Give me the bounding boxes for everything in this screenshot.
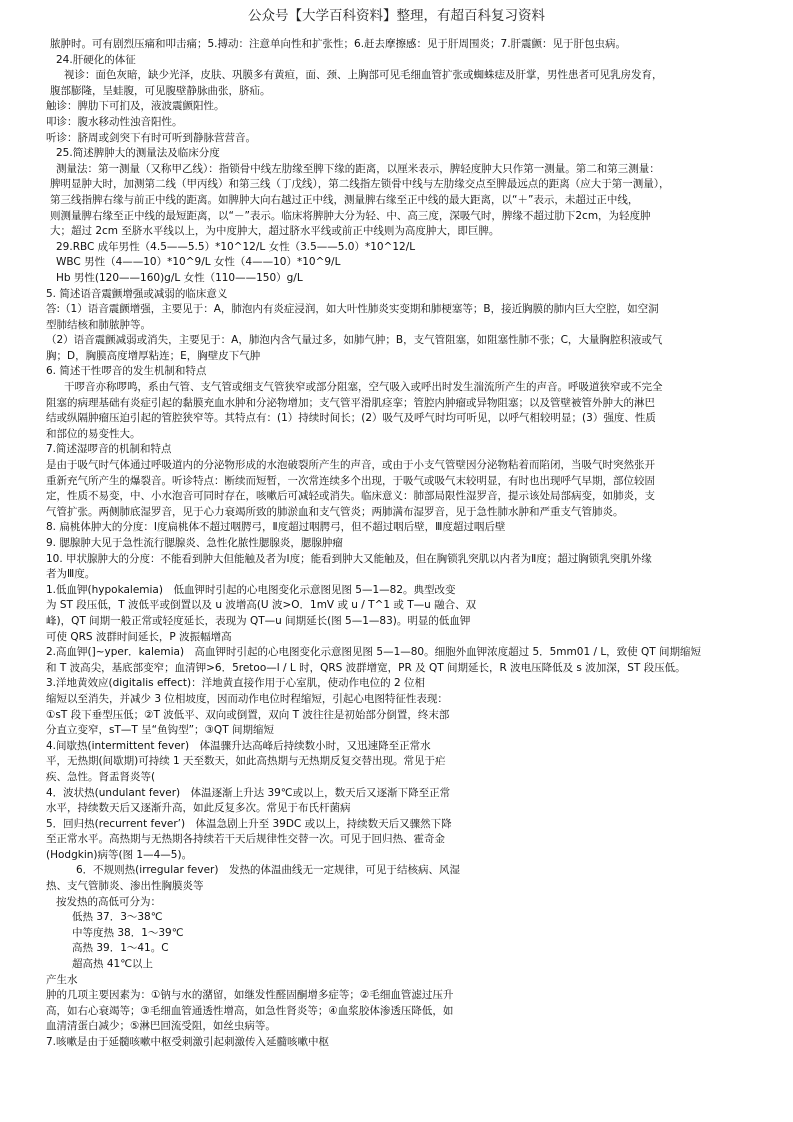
text-line: 9. 腮腺肿大见于急性流行腮腺炎、急性化脓性腮腺炎，腮腺肿瘤 [46, 537, 343, 549]
text-line: 和 T 波高尖，基底部变窄；血清钾>6．5retoo—l / L 时，QRS 波群增宽，PR 及 QT 间期延长，R 波电压降低及 s 波加深，ST 段压低。 [46, 661, 686, 674]
text-line: 是由于吸气时气体通过呼吸道内的分泌物形成的水泡破裂所产生的声音，或由于小支气管壁因分泌物粘着而陷闭，当吸气时突然张开 [46, 459, 655, 472]
text-line: 血清清蛋白减少；⑤淋巴回流受阻，如丝虫病等。 [46, 1020, 276, 1033]
text-line: 6. 简述干性啰音的发生机制和特点 [46, 365, 207, 378]
text-line: 超高热 41℃以上 [72, 958, 153, 971]
text-line: 高，如右心衰竭等；③毛细血管通透性增高，如急性肾炎等；④血浆胶体渗透压降低，如 [46, 1004, 454, 1017]
text-line: 测量法：第一测量（又称甲乙线）：指锁骨中线左肋缘至脾下缘的距离，以厘米表示，脾轻度肿大只作第一测量。第二和第三测量： [56, 162, 660, 175]
text-line: 胸；D，胸膜高度增厚粘连；E，胸壁皮下气肿 [46, 349, 261, 362]
text-line: 平，无热期(间歇期)可持续 1 天至数天，如此高热期与无热期反复交替出现。常见于疟 [46, 755, 446, 768]
text-line: 大；超过 2cm 至脐水平线以上，为中度肿大，超过脐水平线或前正中线则为高度肿大，即巨脾。 [50, 225, 500, 238]
text-line: 肿的几项主要因素为：①钠与水的潴留，如继发性醛固酮增多症等；②毛细血管滤过压升 [46, 989, 454, 1002]
text-line: 产生水 [46, 973, 78, 986]
text-line: 24.肝硬化的体征 [56, 53, 136, 66]
text-line: 答:（1）语音震颤增强，主要见于：A，肺泡内有炎症浸润，如大叶性肺炎实变期和肺梗塞等；B，接近胸膜的肺内巨大空腔，如空洞 [46, 303, 659, 316]
text-line: 为 ST 段压低，T 波低平或倒置以及 u 波增高(U 波>O．1mV 或 u / T^1 或 T—u 融合、双 [46, 599, 477, 612]
text-line: WBC 男性（4——10）*10^9/L 女性（4——10）*10^9/L [56, 256, 341, 269]
text-line: 缩短以至消失，并减少 3 位相坡度，因而动作电位时程缩短，引起心电图特征性表现： [46, 692, 448, 705]
text-line: 10. 甲状腺肿大的分度：不能看到肿大但能触及者为Ⅰ度；能看到肿大又能触及，但在胸锁乳突肌以内者为Ⅱ度；超过胸锁乳突肌外缘 [46, 552, 652, 565]
text-line: 4.间歇热(intermittent fever) 体温骤升达高峰后持续数小时，又迅速降至正常水 [46, 739, 431, 752]
text-line: 1.低血钾(hypokalemia) 低血钾时引起的心电图变化示意图见图 5—1—82。典型改变 [46, 583, 456, 596]
text-line: 听诊：脐周或剑突下有时可听到静脉营营音。 [46, 131, 256, 144]
text-line: (Hodgkin)病等(图 1—4—5)。 [46, 848, 193, 861]
text-line: 低热 37．3～38℃ [72, 911, 163, 924]
text-line: 5．回归热(recurrent fever’) 体温急剧上升至 39DC 或以上，持续数天后又骤然下降 [46, 817, 452, 830]
text-line: 中等度热 38．1～39℃ [72, 926, 184, 939]
text-line: 阻塞的病理基础有炎症引起的黏膜充血水肿和分泌物增加；支气管平滑肌痉挛；管腔内肿瘤或异物阻塞；以及管壁被管外肿大的淋巴 [46, 396, 655, 409]
text-line: 水平，持续数天后又逐渐升高，如此反复多次。常见于布氏杆菌病 [46, 802, 351, 815]
text-line: 3.洋地黄效应(digitalis effect)：洋地黄直接作用于心室肌，使动作电位的 2 位相 [46, 677, 425, 690]
text-line: 结或纵隔肿瘤压迫引起的管腔狭窄等。其特点有：(1）持续时间长；(2）吸气及呼气时均可听见，以呼气相较明显；(3）强度、性质 [46, 412, 656, 425]
text-line: （2）语音震颤减弱或消失，主要见于：A，肺泡内含气量过多，如肺气肿；B，支气管阻塞，如阻塞性肺不张；C，大量胸腔积液或气 [46, 334, 663, 347]
text-line: 叩诊：腹水移动性浊音阳性。 [46, 115, 183, 128]
text-line: 脾明显肿大时，加测第二线（甲丙线）和第三线（丁戊线），第二线指左锁骨中线与左肋缘交点至脾最远点的距离（应大于第一测量）， [50, 178, 670, 191]
text-line: 按发热的高低可分为： [56, 895, 161, 908]
page-header: 公众号【大学百科资料】整理，有超百科复习资料 [248, 8, 545, 24]
text-line: 第三线指脾右缘与前正中线的距离。如脾肿大向右越过正中线，测量脾右缘至正中线的最大距离，以“＋”表示，未超过正中线， [50, 193, 639, 206]
text-line: 视诊：面色灰暗，缺少光泽，皮肤、巩膜多有黄疸，面、颈、上胸部可见毛细血管扩张或蜘蛛痣及肝掌，男性患者可见乳房发育， [64, 69, 663, 82]
text-line: 腹部膨隆，呈蛙腹，可见腹壁静脉曲张，脐疝。 [50, 84, 271, 97]
text-line: ①sT 段下垂型压低；②T 波低平、双向或倒置，双向 T 波往往是初始部分倒置，终末部 [46, 708, 450, 721]
text-line: 分直立变窄，sT—T 呈“鱼钩型”；③QT 间期缩短 [46, 724, 274, 737]
text-line: 2.高血钾(]~yper．kalemia) 高血钾时引起的心电图变化示意图见图 5—1—80。细胞外血钾浓度超过 5．5mm01 / L，致使 QT 间期缩短 [46, 646, 702, 659]
document-body [46, 37, 762, 1051]
text-line: 气管扩张。两侧肺底湿罗音，见于心力衰竭所致的肺淤血和支气管炎；两肺满布湿罗音，见于急性肺水肿和严重支气管肺炎。 [46, 505, 624, 518]
text-line: 8. 扁桃体肿大的分度：Ⅰ度扁桃体不超过咽腭弓，Ⅱ度超过咽腭弓，但不超过咽后壁，Ⅲ度超过咽后壁 [46, 521, 506, 534]
text-line: Hb 男性(120——160)g/L 女性（110——150）g/L [56, 271, 303, 284]
text-line: 可使 QRS 波群时间延长，P 波振幅增高 [46, 630, 232, 643]
text-line: 6．不规则热(irregular fever) 发热的体温曲线无一定规律，可见于结核病、风湿 [76, 864, 460, 877]
text-line: 热、支气管肺炎、渗出性胸膜炎等 [46, 880, 204, 893]
text-line: 29.RBC 成年男性（4.5——5.5）*10^12/L 女性（3.5——5.0）*10^12/L [56, 240, 416, 253]
text-line: 者为Ⅲ度。 [46, 568, 96, 581]
text-line: 重新充气所产生的爆裂音。听诊特点：断续而短暂，一次常连续多个出现，于吸气或吸气末较明显，有时也出现呼气早期，部位较固 [46, 474, 655, 487]
text-line: 至正常水平。高热期与无热期各持续若干天后规律性交替一次。可见于回归热、霍奇金 [46, 833, 445, 846]
text-line: 7.咳嗽是由于延髓咳嗽中枢受刺激引起刺激传入延髓咳嗽中枢 [46, 1036, 330, 1048]
text-line: 高热 39．1～41。C [72, 942, 169, 955]
text-line: 和部位的易变性大。 [46, 427, 141, 440]
text-line: 7.简述湿啰音的机制和特点 [46, 443, 172, 456]
text-line: 定，性质不易变，中、小水泡音可同时存在，咳嗽后可减轻或消失。临床意义：肺部局限性湿罗音，提示该处局部病变，如肺炎，支 [46, 490, 655, 503]
text-line: 型肺结核和肺脓肿等。 [46, 318, 151, 331]
text-line: 5. 简述语音震颤增强或减弱的临床意义 [46, 287, 228, 300]
text-line: 峰)，QT 间期一般正常或轻度延长，表现为 QT—u 间期延长(图 5—1—83)。明显的低血钾 [46, 614, 471, 627]
text-line: 25.简述脾肿大的测量法及临床分度 [56, 147, 220, 160]
text-line: 疾、急性。肾盂肾炎等( [46, 770, 156, 783]
text-line: 干啰音亦称啰鸣，系由气管、支气管或细支气管狭窄或部分阻塞，空气吸入或呼出时发生湍流所产生的声音。呼吸道狭窄或不完全 [64, 381, 663, 394]
text-line: 触诊：脾肋下可扪及，液波震颤阳性。 [46, 100, 225, 113]
text-line: 则测量脾右缘至正中线的最短距离，以“－”表示。临床将脾肿大分为轻、中、高三度，深吸气时，脾缘不超过肋下2cm，为轻度肿 [50, 209, 651, 222]
text-line: 脓肿时。可有剧烈压痛和叩击痛；5.搏动：注意单向性和扩张性；6.赶去摩擦感：见于肝周围炎；7.肝震颤：见于肝包虫病。 [50, 38, 627, 50]
text-line: 4．波状热(undulant fever) 体温逐渐上升达 39℃或以上，数天后又逐渐下降至正常 [46, 786, 451, 799]
